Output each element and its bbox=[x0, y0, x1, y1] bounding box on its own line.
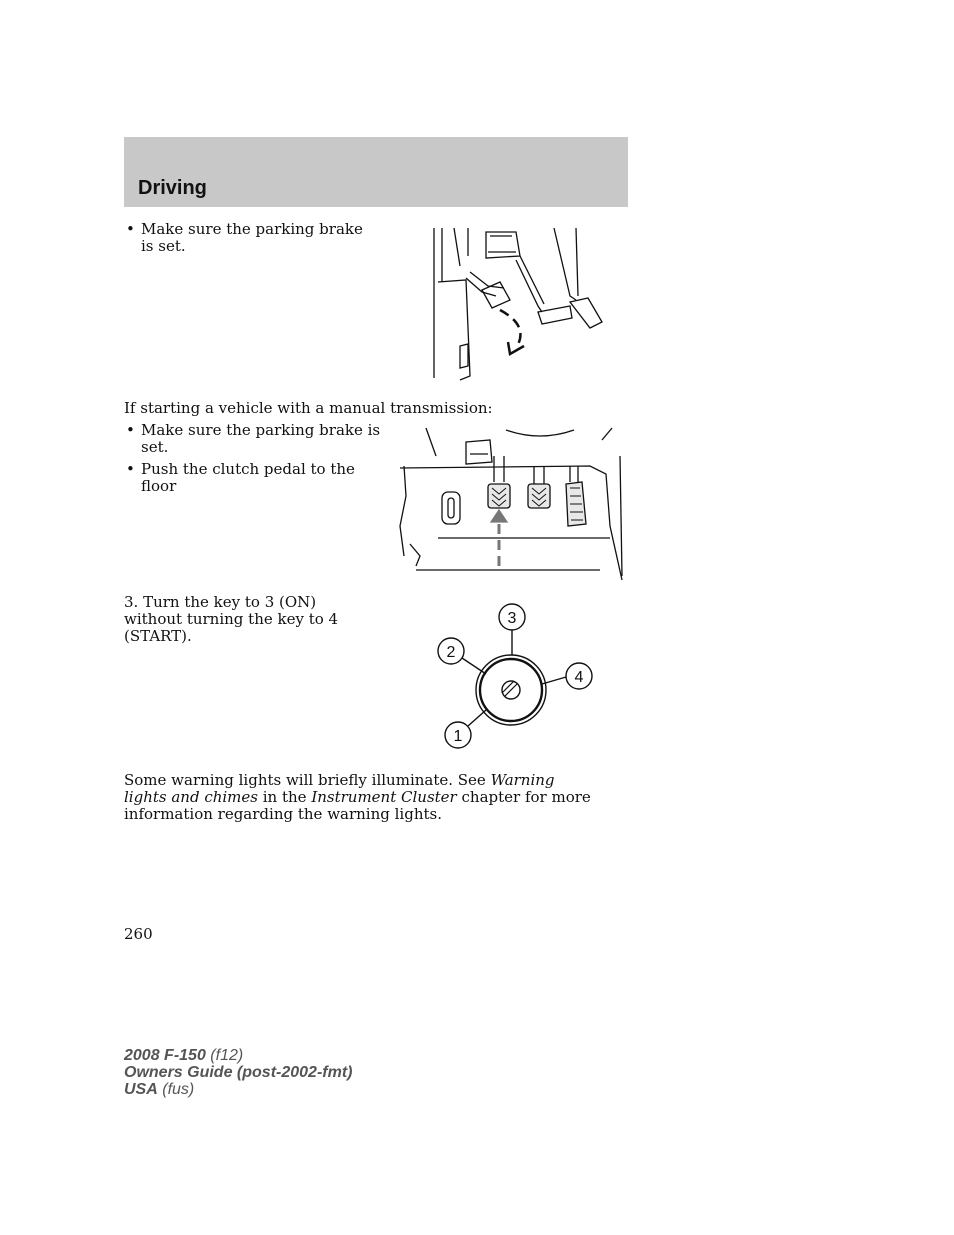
section-header bbox=[124, 137, 628, 207]
ignition-label-3: 3 bbox=[507, 610, 517, 627]
ignition-step-text: 3. Turn the key to 3 (ON) without turning the key to 4 (START). bbox=[124, 593, 339, 645]
document-footer: 2008 F-150 (f12) Owners Guide (post-2002-fmt) USA (fus) bbox=[124, 1047, 353, 1098]
list-item: • Make sure the parking brake is set. bbox=[124, 422, 382, 456]
manual-list bbox=[124, 422, 382, 500]
parking-brake-list bbox=[124, 221, 364, 260]
parking-brake-illustration bbox=[430, 226, 610, 382]
ignition-label-4: 4 bbox=[574, 669, 584, 686]
section-title: Driving bbox=[138, 177, 207, 199]
ignition-label-1: 1 bbox=[453, 728, 463, 745]
list-item: • Make sure the parking brake is set. bbox=[124, 221, 364, 255]
ignition-switch-diagram bbox=[430, 600, 600, 756]
page-number: 260 bbox=[124, 925, 153, 943]
ignition-label-2: 2 bbox=[446, 644, 456, 661]
clutch-pedal-illustration bbox=[390, 426, 626, 586]
warning-lights-reference: Warning lights and chimes bbox=[124, 771, 555, 806]
manual-intro: If starting a vehicle with a manual transmission: bbox=[124, 399, 493, 417]
instrument-cluster-reference: Instrument Cluster bbox=[311, 788, 457, 806]
list-item: • Push the clutch pedal to the floor bbox=[124, 461, 382, 495]
warning-paragraph: Some warning lights will briefly illuminate. See Warning lights and chimes in the Instrument Cluster chapter for more information regarding the warning lights. bbox=[124, 771, 591, 823]
